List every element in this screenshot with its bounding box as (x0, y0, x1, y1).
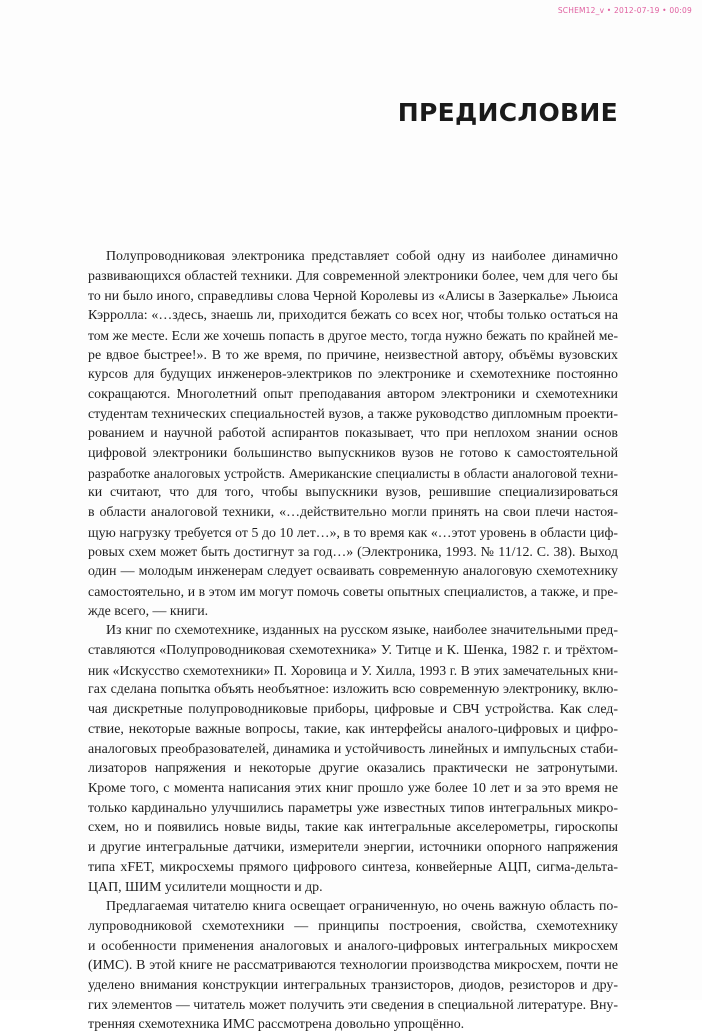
text-line: аналоговых преобразователей, динамика и устойчивость линейных и импульсных стаби- (88, 741, 618, 757)
text-line: ставляются «Полупроводниковая схемотехника» У. Титце и К. Шенка, 1982 г. и трёхтом- (88, 643, 618, 659)
text-line: том же месте. Если же хочешь попасть в другое место, тогда нужно бежать по крайней ме- (88, 327, 618, 343)
text-line: рованием и научной работой аспирантов показывает, что при неплохом знании основ (88, 426, 618, 442)
text-line: один — молодым инженерам следует осваивать современную аналоговую схемотехнику (88, 564, 618, 580)
text-line: Полупроводниковая электроника представляет собой одну из наиболее динамично (106, 249, 618, 264)
body-text (88, 247, 618, 1035)
text-line: (ИМС). В этой книге не рассматриваются технологии производства микросхем, почти не (88, 958, 618, 974)
text-line: в области аналоговой техники, «…действительно могли принять на свои плечи настоя- (88, 505, 618, 521)
text-line: студентам технических специальностей вузов, а также руководство дипломным проекти- (88, 406, 618, 422)
text-line: только кардинально улучшились параметры уже известных типов интегральных микро- (88, 800, 618, 816)
text-line: ровых схем может быть достигнут за год…» (Электроника, 1993. № 11/12. С. 38). Выход (88, 544, 618, 560)
text-line: уделено внимания конструкции интегральных транзисторов, диодов, резисторов и дру- (88, 978, 618, 994)
text-line: типа xFET, микросхемы прямого цифрового синтеза, конвейерные АЦП, сигма-дельта- (88, 859, 618, 875)
text-line: самостоятельно, и в этом им могут помочь советы опытных специалистов, а также, и пре- (88, 583, 618, 599)
text-line: то ни было иного, справедливы слова Черной Королевы из «Алисы в Зазеркалье» Льюиса (88, 288, 618, 304)
text-line: лизаторов напряжения и некоторые другие оказались практически не затронутыми. (88, 761, 618, 777)
text-line: схем, но и появились новые виды, такие как интегральные акселерометры, гироскопы (88, 820, 618, 836)
print-slug: SCHEM12_v • 2012-07-19 • 00:09 (557, 6, 692, 15)
text-line: и особенности применения аналоговых и аналого-цифровых интегральных микросхем (88, 938, 618, 954)
paragraph (88, 247, 618, 621)
text-line: цифровой электроники большинство выпускников вузов не готово к самостоятельной (88, 446, 618, 462)
text-line: жде всего, — книги. (88, 603, 209, 619)
paragraph (88, 897, 618, 1035)
text-line: и другие интегральные датчики, измерители энергии, источники опорного напряжения (88, 840, 618, 856)
text-line: сокращаются. Многолетний опыт преподавания автором электроники и схемотехники (88, 386, 618, 402)
text-line: щую нагрузку требуется от 5 до 10 лет…», в то время как «…этот уровень в области циф- (88, 524, 618, 540)
text-line: ствие, некоторые важные вопросы, такие, как интерфейсы аналого-цифровых и цифро- (88, 721, 618, 737)
text-line: Кэрролла: «…здесь, знаешь ли, приходится бежать со всех ног, чтобы только остаться на (88, 308, 618, 324)
text-line: лупроводниковой схемотехники — принципы построения, свойства, схемотехнику (88, 918, 618, 934)
text-line: Из книг по схемотехнике, изданных на русском языке, наиболее значительными пред- (106, 623, 618, 639)
text-line: разработке аналоговых устройств. Американские специалисты в области аналоговой техни- (88, 465, 618, 481)
text-line: ЦАП, ШИМ усилители мощности и др. (88, 879, 323, 895)
text-line: тренняя схемотехника ИМС рассмотрена довольно упрощённо. (88, 1017, 465, 1033)
text-line: гих элементов — читатель может получить эти сведения в специальной литературе. Вну- (88, 997, 618, 1013)
chapter-title: ПРЕДИСЛОВИЕ (397, 98, 618, 127)
text-line: курсов для будущих инженеров-электриков по электронике и схемотехнике постоянно (88, 367, 618, 383)
text-line: чая дискретные полупроводниковые приборы, цифровые и СВЧ устройства. Как след- (88, 702, 618, 718)
text-line: Предлагаемая читателю книга освещает ограниченную, но очень важную область по- (106, 899, 618, 915)
paragraph (88, 621, 618, 897)
text-line: гах сделана попытка объять необъятное: изложить всю современную электронику, вклю- (88, 682, 618, 698)
text-line: развивающихся областей техники. Для современной электроники более, чем для чего бы (88, 268, 618, 284)
text-line: ки считают, что для того, чтобы выпускники вузов, решившие специализироваться (88, 485, 618, 501)
text-line: ник «Искусство схемотехники» П. Хоровица и У. Хилла, 1993 г. В этих замечательных кни- (88, 662, 618, 678)
text-line: Кроме того, с момента написания этих книг прошло уже более 10 лет и за это время не (88, 780, 618, 796)
text-line: ре вдвое быстрее!». В то же время, по причине, неизвестной автору, объёмы вузовских (88, 347, 618, 363)
